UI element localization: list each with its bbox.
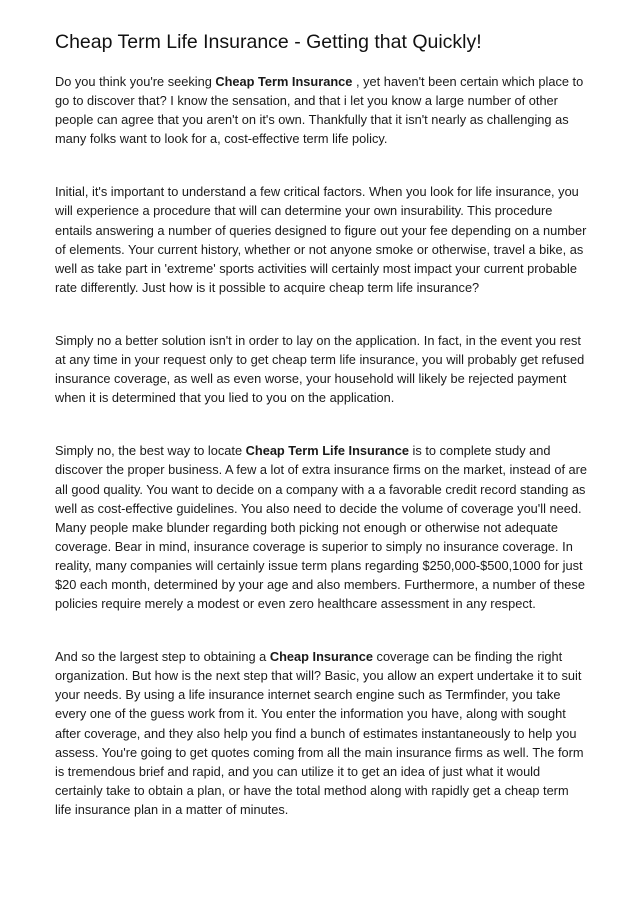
page-title: Cheap Term Life Insurance - Getting that Quickly! bbox=[55, 31, 482, 53]
paragraph-1-text-before: Do you think you're seeking bbox=[55, 74, 216, 89]
paragraph-1-text-after: , yet haven't been certain which place to go to discover that? I know the sensation, and that i let you know a large number of other people can agree that you aren't on it's own. Thankfully that it isn't nearly as challenging as many folks want to look for a, cost-effective term life policy. bbox=[55, 74, 584, 147]
paragraph-2: Initial, it's important to understand a few critical factors. When you look for life insurance, you will experience a procedure that will can determine your own insurability. This procedure entails answering a number of queries designed to figure out your fee depending on a number of elements. Your current history, whether or not anyone smoke or otherwise, travel a bike, as well as take part in 'extreme' sports activities will certainly most impact your current probable rate differently. Just how is it possible to acquire cheap term life insurance? bbox=[55, 184, 587, 295]
paragraph-5-text-after: coverage can be finding the right organization. But how is the next step that will? Basic, you allow an expert undertake it to suit your needs. By using a life insurance internet search engine such as Termfinder, you take every one of the guess work from it. You enter the information you have, along with sought after coverage, and they also help you find a bunch of estimates instantaneously to help you assess. You're going to get quotes coming from all the main insurance firms as well. The form is tremendous brief and rapid, and you can utilize it to get an idea of just what it would certainly take to obtain a plan, or have the total method along with rapidly get a cheap term life insurance plan in a matter of minutes. bbox=[55, 649, 584, 817]
paragraph-3: Simply no a better solution isn't in order to lay on the application. In fact, in the event you rest at any time in your request only to get cheap term life insurance, you will probably get refused insurance coverage, as well as even worse, your household will likely be rejected payment when it is determined that you lied to you on the application. bbox=[55, 332, 585, 406]
keyword-cheap-term-insurance: Cheap Term Insurance bbox=[215, 74, 353, 89]
paragraph-1 bbox=[55, 72, 588, 148]
paragraph-4-text-before: Simply no, the best way to locate bbox=[55, 443, 246, 459]
paragraph-5 bbox=[55, 647, 588, 819]
paragraph-5-text-before: And so the largest step to obtaining a bbox=[55, 649, 270, 665]
keyword-cheap-term-life-insurance: Cheap Term Life Insurance bbox=[245, 443, 409, 459]
paragraph-4-text-after: is to complete study and discover the proper business. A few a lot of extra insurance firms on the market, instead of are all good quality. You want to decide on a company with a a favorable credit record standing as well as cost-effective guidelines. You also need to decide the volume of coverage you'll need. Many people make blunder regarding both picking not enough or otherwise not adequate coverage. Bear in mind, insurance coverage is superior to simply no insurance coverage. In reality, many companies will certainly issue term plans regarding $250,000-$500,1000 for just $20 each month, determined by your age and also members. Furthermore, a number of these policies require merely a modest or even zero healthcare assessment in any respect. bbox=[55, 443, 588, 612]
paragraph-4 bbox=[55, 441, 588, 613]
keyword-cheap-insurance: Cheap Insurance bbox=[269, 649, 373, 665]
